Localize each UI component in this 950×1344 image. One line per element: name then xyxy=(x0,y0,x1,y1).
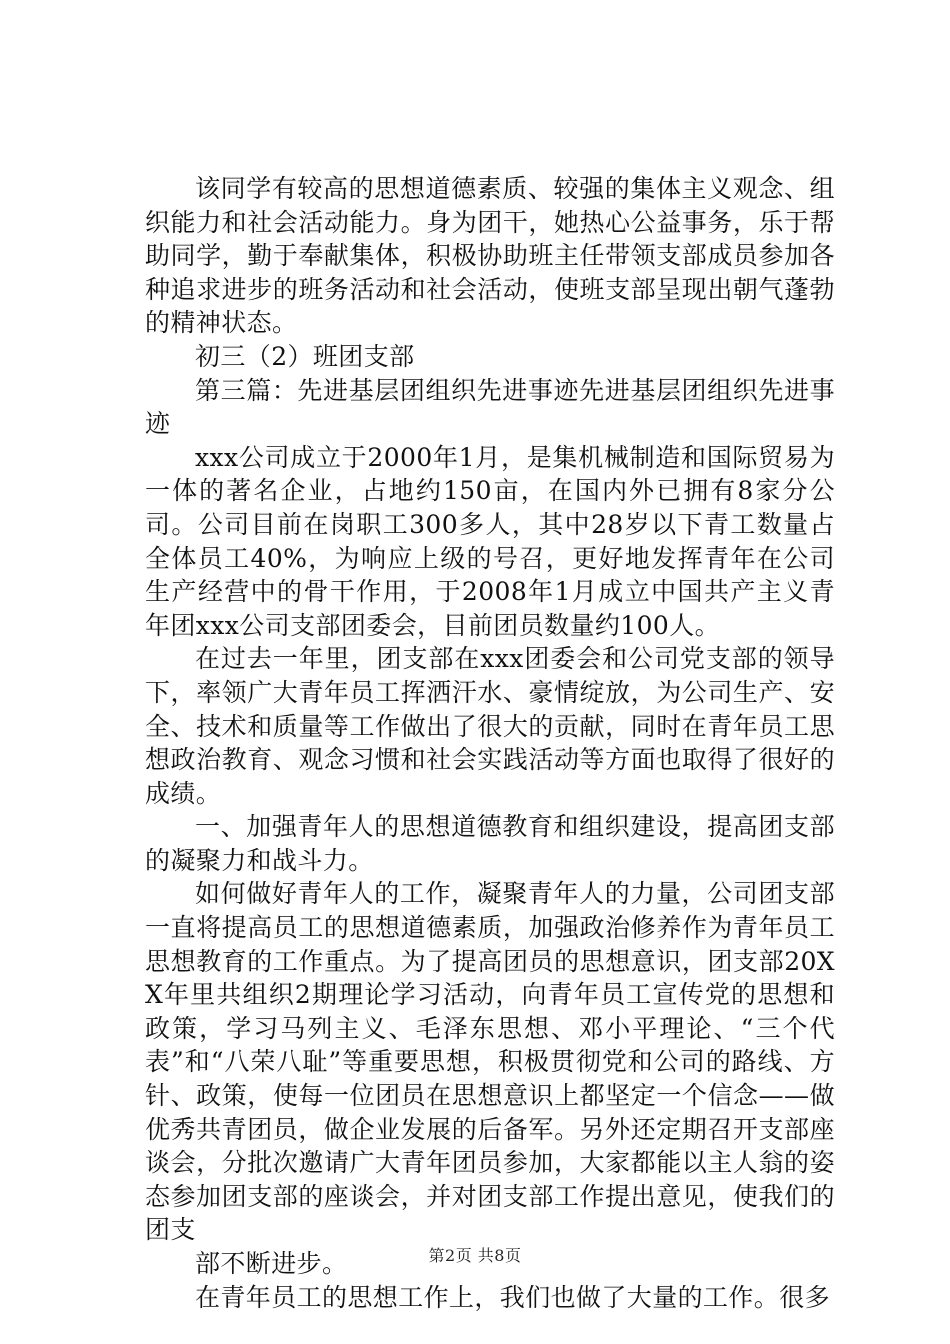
page-footer-label: 第2页 共8页 xyxy=(428,1246,522,1265)
paragraph-signature-class: 初三（2）班团支部 xyxy=(195,341,415,371)
paragraph-youth-work: 如何做好青年人的工作，凝聚青年人的力量，公司团支部一直将提高员工的思想道德素质，加强政治修养作为青年员工思想教育的工作重点。为了提高团员的思想意识，团支部20XX年里共组织2期理论学习活动，向青年员工宣传党的思想和政策，学习马列主义、毛泽东思想、邓小平理论、“三个代表”和“八荣八耻”等重要思想，积极贯彻党和公司的路线、方针、政策，使每一位团员在思想意识上都坚定一个信念——做优秀共青团员，做企业发展的后备军。另外还定期召开支部座谈会，分批次邀请广大青年团员参加，大家都能以主人翁的姿态参加团支部的座谈会，并对团支部工作提出意见，使我们的团支 xyxy=(145,879,835,1245)
paragraph-continued: 部不断进步。 xyxy=(195,1249,348,1278)
section-heading-part-three: 第三篇：先进基层团组织先进事迹先进基层团组织先进事迹 xyxy=(145,375,835,439)
paragraph-ideological-work: 在青年员工的思想工作上，我们也做了大量的工作。很多 xyxy=(195,1282,831,1312)
paragraph-company-intro: xxx公司成立于2000年1月，是集机械制造和国际贸易为一体的著名企业，占地约150亩，在国内外已拥有8家分公司。公司目前在岗职工300多人，其中28岁以下青工数量占全体员工40%，为响应上级的号召，更好地发挥青年在公司生产经营中的骨干作用，于2008年1月成立中国共产主义青年团xxx公司支部团委会，目前团员数量约100人。 xyxy=(145,442,835,640)
paragraph-past-year: 在过去一年里，团支部在xxx团委会和公司党支部的领导下，率领广大青年员工挥洒汗水、豪情绽放，为公司生产、安全、技术和质量等工作做出了很大的贡献，同时在青年员工思想政治教育、观念习惯和社会实践活动等方面也取得了很好的成绩。 xyxy=(145,644,835,808)
paragraph-student-evaluation: 该同学有较高的思想道德素质、较强的集体主义观念、组织能力和社会活动能力。身为团干，她热心公益事务，乐于帮助同学，勤于奉献集体，积极协助班主任带领支部成员参加各种追求进步的班务活动和社会活动，使班支部呈现出朝气蓬勃的精神状态。 xyxy=(145,174,835,338)
document-body xyxy=(145,172,835,1314)
subheading-moral-education: 一、加强青年人的思想道德教育和组织建设，提高团支部的凝聚力和战斗力。 xyxy=(145,812,835,875)
